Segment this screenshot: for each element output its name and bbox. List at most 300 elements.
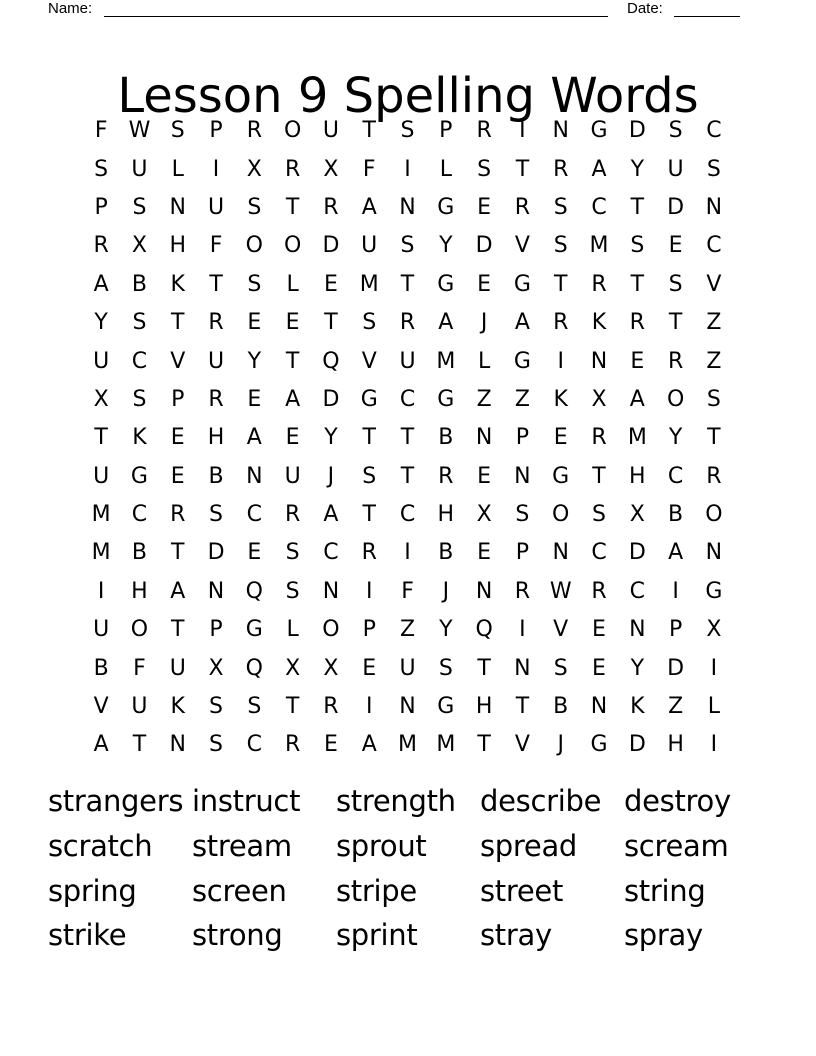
grid-letter: I	[97, 578, 105, 604]
grid-letter: C	[131, 348, 148, 374]
grid-letter: T	[362, 502, 376, 528]
grid-letter: A	[438, 310, 454, 336]
grid-letter: Y	[324, 425, 338, 451]
grid-letter: F	[401, 578, 414, 604]
grid-letter: T	[400, 271, 415, 297]
grid-letter: O	[130, 617, 149, 643]
grid-letter: N	[399, 194, 416, 220]
grid-letter: I	[672, 578, 679, 604]
grid-letter: S	[592, 502, 606, 528]
grid-letter: P	[171, 386, 185, 412]
grid-letter: M	[359, 271, 379, 297]
word-bank-item: strength	[336, 784, 456, 818]
grid-letter: L	[707, 694, 721, 720]
grid-letter: I	[519, 118, 526, 144]
grid-letter: N	[322, 578, 340, 604]
grid-letter: A	[246, 425, 262, 451]
grid-letter: T	[285, 348, 300, 374]
grid-letter: E	[247, 310, 262, 336]
grid-letter: S	[285, 578, 300, 604]
grid-letter: M	[627, 425, 647, 451]
grid-letter: U	[207, 348, 225, 374]
grid-letter: C	[706, 233, 722, 259]
grid-letter: E	[323, 732, 338, 758]
grid-letter: T	[400, 425, 415, 451]
word-bank-item: sprint	[336, 918, 418, 953]
grid-letter: J	[557, 732, 564, 758]
grid-letter: J	[327, 463, 335, 489]
grid-letter: T	[630, 271, 645, 297]
grid-letter: C	[667, 463, 684, 489]
grid-letter: B	[131, 271, 147, 297]
grid-letter: A	[361, 194, 377, 220]
grid-letter: A	[285, 386, 301, 412]
grid-letter: X	[629, 502, 645, 528]
grid-letter: T	[668, 310, 683, 336]
grid-letter: L	[286, 617, 299, 643]
grid-letter: A	[93, 732, 109, 758]
grid-letter: I	[404, 156, 411, 182]
grid-letter: A	[591, 156, 607, 182]
grid-letter: G	[437, 386, 455, 412]
word-bank	[48, 779, 768, 958]
grid-letter: D	[667, 194, 685, 220]
grid-letter: N	[246, 463, 263, 489]
grid-letter: U	[93, 617, 110, 643]
grid-letter: E	[247, 386, 262, 412]
grid-letter: R	[361, 540, 377, 566]
grid-letter: T	[515, 156, 530, 182]
grid-letter: Q	[245, 655, 263, 681]
grid-letter: N	[629, 617, 646, 643]
grid-letter: R	[208, 386, 224, 412]
grid-letter: A	[668, 540, 684, 566]
grid-letter: N	[705, 194, 723, 220]
grid-letter: S	[247, 194, 262, 220]
grid-letter: Z	[514, 386, 530, 412]
grid-letter: V	[170, 348, 186, 374]
grid-letter: R	[284, 156, 301, 182]
grid-letter: P	[515, 540, 530, 566]
grid-letter: E	[630, 348, 645, 374]
grid-letter: R	[591, 578, 607, 604]
grid-letter: V	[706, 271, 722, 297]
grid-letter: L	[477, 348, 491, 374]
grid-letter: D	[628, 732, 646, 758]
grid-letter: E	[592, 617, 606, 643]
grid-letter: T	[477, 732, 491, 758]
grid-letter: J	[480, 310, 488, 336]
grid-letter: F	[133, 655, 146, 681]
grid-letter: S	[247, 271, 262, 297]
grid-letter: Z	[668, 694, 684, 720]
grid-letter: Z	[476, 386, 492, 412]
grid-letter: P	[515, 425, 530, 451]
grid-letter: T	[285, 194, 300, 220]
grid-letter: X	[208, 655, 224, 681]
grid-letter: K	[553, 386, 568, 412]
grid-letter: R	[591, 425, 607, 451]
grid-letter: A	[170, 578, 186, 604]
grid-letter: G	[513, 271, 531, 297]
grid-letter: R	[246, 118, 262, 144]
grid-letter: L	[286, 271, 299, 297]
date-line	[674, 16, 740, 17]
grid-letter: N	[207, 578, 225, 604]
grid-letter: P	[362, 617, 376, 643]
grid-letter: L	[439, 156, 452, 182]
grid-letter: U	[284, 463, 301, 489]
grid-letter: I	[404, 540, 411, 566]
grid-letter: E	[170, 463, 185, 489]
grid-letter: Y	[94, 310, 108, 336]
grid-letter: B	[208, 463, 224, 489]
grid-letter: D	[667, 655, 685, 681]
grid-letter: E	[285, 310, 300, 336]
grid-letter: T	[400, 463, 415, 489]
grid-letter: C	[399, 386, 416, 412]
grid-letter: N	[514, 655, 531, 681]
grid-letter: G	[437, 271, 455, 297]
grid-letter: Q	[322, 348, 340, 374]
grid-letter: R	[629, 310, 645, 336]
word-bank-item: destroy	[624, 784, 731, 818]
grid-row	[82, 189, 733, 227]
grid-letter: H	[207, 425, 225, 451]
grid-letter: C	[131, 502, 148, 528]
grid-letter: H	[169, 233, 187, 259]
grid-letter: G	[437, 194, 455, 220]
grid-letter: K	[630, 694, 645, 720]
grid-letter: X	[476, 502, 492, 528]
grid-letter: S	[553, 655, 568, 681]
grid-letter: O	[322, 617, 340, 643]
grid-letter: K	[591, 310, 607, 336]
grid-letter: H	[437, 502, 455, 528]
grid-letter: G	[552, 463, 570, 489]
grid-row	[82, 381, 733, 419]
grid-letter: N	[705, 540, 723, 566]
grid-letter: A	[361, 732, 377, 758]
grid-letter: T	[132, 732, 147, 758]
grid-letter: G	[513, 348, 531, 374]
grid-letter: R	[208, 310, 224, 336]
grid-letter: R	[438, 463, 454, 489]
grid-letter: R	[553, 156, 569, 182]
grid-letter: S	[132, 194, 147, 220]
grid-letter: V	[514, 233, 530, 259]
grid-letter: R	[399, 310, 416, 336]
grid-letter: V	[93, 694, 109, 720]
word-bank-item: sprout	[336, 828, 427, 863]
grid-letter: U	[361, 233, 378, 259]
grid-letter: G	[130, 463, 148, 489]
grid-letter: H	[475, 694, 493, 720]
grid-letter: O	[283, 118, 302, 144]
grid-letter: D	[207, 540, 225, 566]
grid-letter: K	[170, 271, 185, 297]
word-bank-item: instruct	[192, 784, 301, 818]
grid-letter: P	[94, 194, 108, 220]
grid-letter: U	[169, 655, 186, 681]
grid-letter: V	[553, 617, 569, 643]
word-bank-item: describe	[480, 784, 602, 818]
grid-letter: F	[94, 118, 108, 144]
grid-letter: S	[209, 502, 224, 528]
grid-row	[82, 534, 733, 572]
grid-letter: S	[438, 655, 453, 681]
grid-letter: R	[667, 348, 684, 374]
grid-letter: K	[132, 425, 147, 451]
grid-letter: P	[209, 617, 223, 643]
grid-row	[82, 649, 733, 687]
grid-letter: U	[131, 694, 148, 720]
word-bank-item: spring	[48, 873, 137, 908]
grid-letter: Y	[630, 655, 645, 681]
grid-letter: U	[93, 463, 110, 489]
grid-letter: C	[323, 540, 339, 566]
grid-letter: C	[591, 194, 607, 220]
grid-letter: C	[629, 578, 645, 604]
grid-letter: T	[94, 425, 108, 451]
grid-letter: O	[666, 386, 685, 412]
grid-letter: A	[93, 271, 109, 297]
grid-letter: R	[93, 233, 109, 259]
grid-letter: U	[131, 156, 148, 182]
word-bank-item: spread	[480, 828, 578, 863]
grid-letter: S	[400, 118, 415, 144]
grid-letter: R	[284, 502, 301, 528]
grid-letter: T	[630, 194, 645, 220]
grid-letter: H	[629, 463, 646, 489]
grid-letter: S	[247, 694, 262, 720]
grid-letter: E	[553, 425, 568, 451]
letter-grid	[82, 112, 733, 765]
grid-letter: P	[209, 118, 223, 144]
grid-letter: I	[519, 617, 526, 643]
grid-letter: J	[442, 578, 450, 604]
grid-row	[82, 227, 733, 265]
grid-letter: S	[553, 194, 568, 220]
word-bank-item: stray	[480, 918, 552, 953]
grid-letter: E	[592, 655, 606, 681]
grid-letter: E	[170, 425, 185, 451]
grid-letter: E	[477, 540, 492, 566]
grid-letter: T	[515, 694, 530, 720]
grid-letter: B	[438, 425, 454, 451]
grid-letter: U	[399, 655, 416, 681]
grid-letter: E	[668, 233, 683, 259]
grid-letter: T	[171, 617, 185, 643]
grid-letter: A	[514, 310, 530, 336]
word-bank-item: scratch	[48, 828, 153, 863]
grid-letter: G	[590, 118, 608, 144]
grid-row	[82, 112, 733, 150]
grid-letter: X	[591, 386, 607, 412]
grid-letter: X	[323, 156, 339, 182]
grid-letter: Q	[245, 578, 263, 604]
grid-letter: X	[131, 233, 147, 259]
grid-letter: M	[589, 233, 609, 259]
grid-letter: N	[399, 694, 416, 720]
grid-letter: R	[284, 732, 301, 758]
grid-letter: S	[515, 502, 530, 528]
grid-letter: D	[628, 118, 646, 144]
grid-letter: N	[169, 194, 186, 220]
grid-letter: S	[209, 694, 224, 720]
grid-letter: B	[131, 540, 147, 566]
grid-letter: S	[668, 271, 683, 297]
grid-letter: W	[549, 578, 572, 604]
grid-letter: S	[132, 310, 147, 336]
grid-letter: D	[322, 386, 340, 412]
grid-letter: E	[362, 655, 377, 681]
grid-letter: Y	[247, 348, 262, 374]
grid-letter: V	[514, 732, 530, 758]
grid-letter: M	[436, 732, 456, 758]
grid-letter: S	[477, 156, 492, 182]
grid-row	[82, 458, 733, 496]
grid-letter: G	[360, 386, 378, 412]
grid-letter: T	[324, 310, 338, 336]
grid-letter: R	[706, 463, 722, 489]
grid-letter: F	[209, 233, 223, 259]
grid-letter: I	[212, 156, 220, 182]
grid-letter: S	[668, 118, 683, 144]
grid-letter: Y	[630, 156, 645, 182]
grid-row	[82, 342, 733, 380]
grid-letter: B	[93, 655, 109, 681]
word-bank-item: strangers	[48, 784, 184, 818]
grid-letter: D	[475, 233, 493, 259]
grid-letter: T	[592, 463, 606, 489]
grid-letter: S	[362, 310, 377, 336]
grid-letter: C	[706, 118, 722, 144]
grid-letter: S	[706, 156, 721, 182]
word-bank-item: strike	[48, 918, 127, 953]
grid-letter: B	[553, 694, 569, 720]
grid-letter: Z	[706, 310, 722, 336]
grid-letter: G	[245, 617, 263, 643]
grid-letter: R	[170, 502, 186, 528]
grid-letter: A	[323, 502, 339, 528]
grid-letter: U	[93, 348, 110, 374]
grid-letter: H	[131, 578, 148, 604]
grid-letter: N	[514, 463, 531, 489]
grid-letter: X	[285, 655, 301, 681]
grid-letter: Y	[439, 617, 453, 643]
grid-letter: E	[477, 194, 492, 220]
grid-letter: T	[209, 271, 223, 297]
grid-letter: R	[591, 271, 607, 297]
grid-letter: C	[246, 732, 263, 758]
grid-letter: S	[94, 156, 109, 182]
grid-letter: E	[323, 271, 338, 297]
grid-letter: S	[362, 463, 377, 489]
name-label: Name:	[48, 0, 93, 17]
grid-row	[82, 150, 733, 188]
grid-letter: Q	[475, 617, 493, 643]
grid-letter: F	[362, 156, 376, 182]
grid-letter: P	[668, 617, 683, 643]
grid-letter: T	[171, 310, 185, 336]
word-bank-item: stream	[192, 828, 292, 863]
grid-letter: R	[514, 578, 531, 604]
grid-letter: T	[285, 694, 300, 720]
grid-letter: K	[170, 694, 185, 720]
grid-letter: U	[667, 156, 684, 182]
grid-letter: R	[514, 194, 531, 220]
grid-letter: E	[477, 463, 492, 489]
word-bank-item: screen	[192, 873, 287, 908]
grid-letter: T	[477, 655, 491, 681]
grid-letter: G	[437, 694, 455, 720]
name-line	[104, 16, 608, 17]
grid-letter: L	[171, 156, 184, 182]
grid-letter: O	[245, 233, 263, 259]
grid-letter: U	[322, 118, 339, 144]
grid-letter: M	[436, 348, 456, 374]
grid-letter: V	[361, 348, 377, 374]
grid-letter: I	[365, 578, 373, 604]
grid-letter: S	[400, 233, 415, 259]
grid-row	[82, 496, 733, 534]
grid-letter: N	[475, 578, 493, 604]
grid-letter: M	[91, 502, 111, 528]
grid-letter: I	[710, 732, 718, 758]
grid-letter: N	[590, 694, 608, 720]
grid-letter: M	[91, 540, 111, 566]
word-bank-item: spray	[624, 918, 703, 953]
grid-letter: B	[438, 540, 454, 566]
grid-letter: E	[247, 540, 262, 566]
grid-row	[82, 688, 733, 726]
grid-row	[82, 611, 733, 649]
grid-letter: P	[439, 118, 453, 144]
word-bank-item: stripe	[336, 873, 417, 908]
grid-letter: G	[705, 578, 723, 604]
grid-letter: S	[553, 233, 568, 259]
grid-letter: U	[207, 194, 225, 220]
word-bank-item: street	[480, 873, 564, 908]
grid-letter: Y	[439, 233, 453, 259]
grid-row	[82, 304, 733, 342]
grid-letter: T	[171, 540, 185, 566]
grid-letter: C	[246, 502, 263, 528]
grid-letter: S	[285, 540, 300, 566]
grid-letter: S	[630, 233, 645, 259]
grid-letter: R	[553, 310, 569, 336]
grid-row	[82, 573, 733, 611]
grid-letter: T	[553, 271, 568, 297]
grid-letter: M	[398, 732, 418, 758]
grid-letter: S	[132, 386, 147, 412]
grid-letter: O	[705, 502, 723, 528]
grid-letter: I	[365, 694, 373, 720]
grid-letter: S	[209, 732, 224, 758]
grid-letter: S	[706, 386, 721, 412]
grid-letter: A	[629, 386, 645, 412]
grid-letter: N	[552, 540, 569, 566]
grid-letter: U	[399, 348, 416, 374]
grid-row	[82, 266, 733, 304]
grid-letter: Y	[668, 425, 683, 451]
grid-row	[82, 726, 733, 764]
date-label: Date:	[627, 0, 663, 17]
grid-letter: S	[170, 118, 185, 144]
grid-letter: X	[246, 156, 262, 182]
grid-letter: N	[169, 732, 186, 758]
